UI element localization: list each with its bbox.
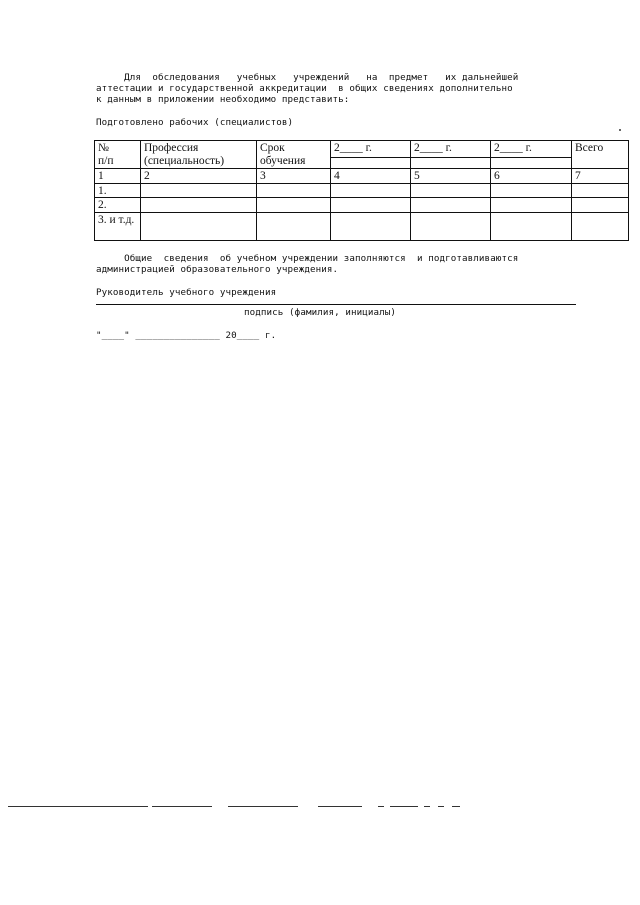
header-term bbox=[257, 141, 331, 169]
prepared-label: Подготовлено рабочих (специалистов) bbox=[96, 117, 294, 128]
column-number-row bbox=[95, 169, 629, 184]
intro-line-1: Для обследования учебных учреждений на предмет их дальнейшей bbox=[96, 72, 519, 83]
col-number-7: 7 bbox=[572, 169, 629, 184]
col-number-2: 2 bbox=[141, 169, 257, 184]
row-number: 1. bbox=[95, 183, 141, 198]
date-line: "____" _______________ 20____ г. bbox=[96, 330, 277, 341]
intro-line-2: аттестации и государственной аккредитации в общих сведениях дополнительно bbox=[96, 83, 513, 94]
header-num-line-2: п/п bbox=[98, 154, 114, 167]
header-total: Всего bbox=[572, 141, 629, 169]
head-label: Руководитель учебного учреждения bbox=[96, 287, 277, 298]
col-number-1: 1 bbox=[95, 169, 141, 184]
header-year-1 bbox=[331, 141, 411, 169]
header-num bbox=[95, 141, 141, 169]
header-profession-line-2: (специальность) bbox=[144, 154, 225, 167]
signature-line bbox=[96, 304, 576, 305]
header-profession-line-1: Профессия bbox=[144, 142, 199, 154]
note-line-1: Общие сведения об учебном учреждении заполняются и подготавливаются bbox=[96, 253, 519, 264]
col-number-5: 5 bbox=[411, 169, 491, 184]
header-year-2 bbox=[411, 141, 491, 169]
header-profession bbox=[141, 141, 257, 169]
header-term-line-2: обучения bbox=[260, 154, 306, 167]
header-num-line-1: № bbox=[98, 142, 109, 154]
col-number-4: 4 bbox=[331, 169, 411, 184]
signature-caption: подпись (фамилия, инициалы) bbox=[244, 307, 397, 318]
table-header-row bbox=[95, 141, 629, 169]
col-number-6: 6 bbox=[491, 169, 572, 184]
intro-line-3: к данным в приложении необходимо представить: bbox=[96, 94, 350, 105]
scan-speck bbox=[619, 129, 621, 131]
header-term-line-1: Срок bbox=[260, 142, 285, 154]
workers-table bbox=[94, 140, 629, 241]
year-2-label: 2____ г. bbox=[414, 142, 452, 154]
year-3-label: 2____ г. bbox=[494, 142, 532, 154]
year-1-label: 2____ г. bbox=[334, 142, 372, 154]
col-number-3: 3 bbox=[257, 169, 331, 184]
row-number: 3. и т.д. bbox=[95, 212, 141, 240]
table-row bbox=[95, 183, 629, 198]
row-number: 2. bbox=[95, 198, 141, 213]
table-row bbox=[95, 198, 629, 213]
note-line-2: администрацией образовательного учреждения. bbox=[96, 264, 339, 275]
header-year-3 bbox=[491, 141, 572, 169]
table-row bbox=[95, 212, 629, 240]
